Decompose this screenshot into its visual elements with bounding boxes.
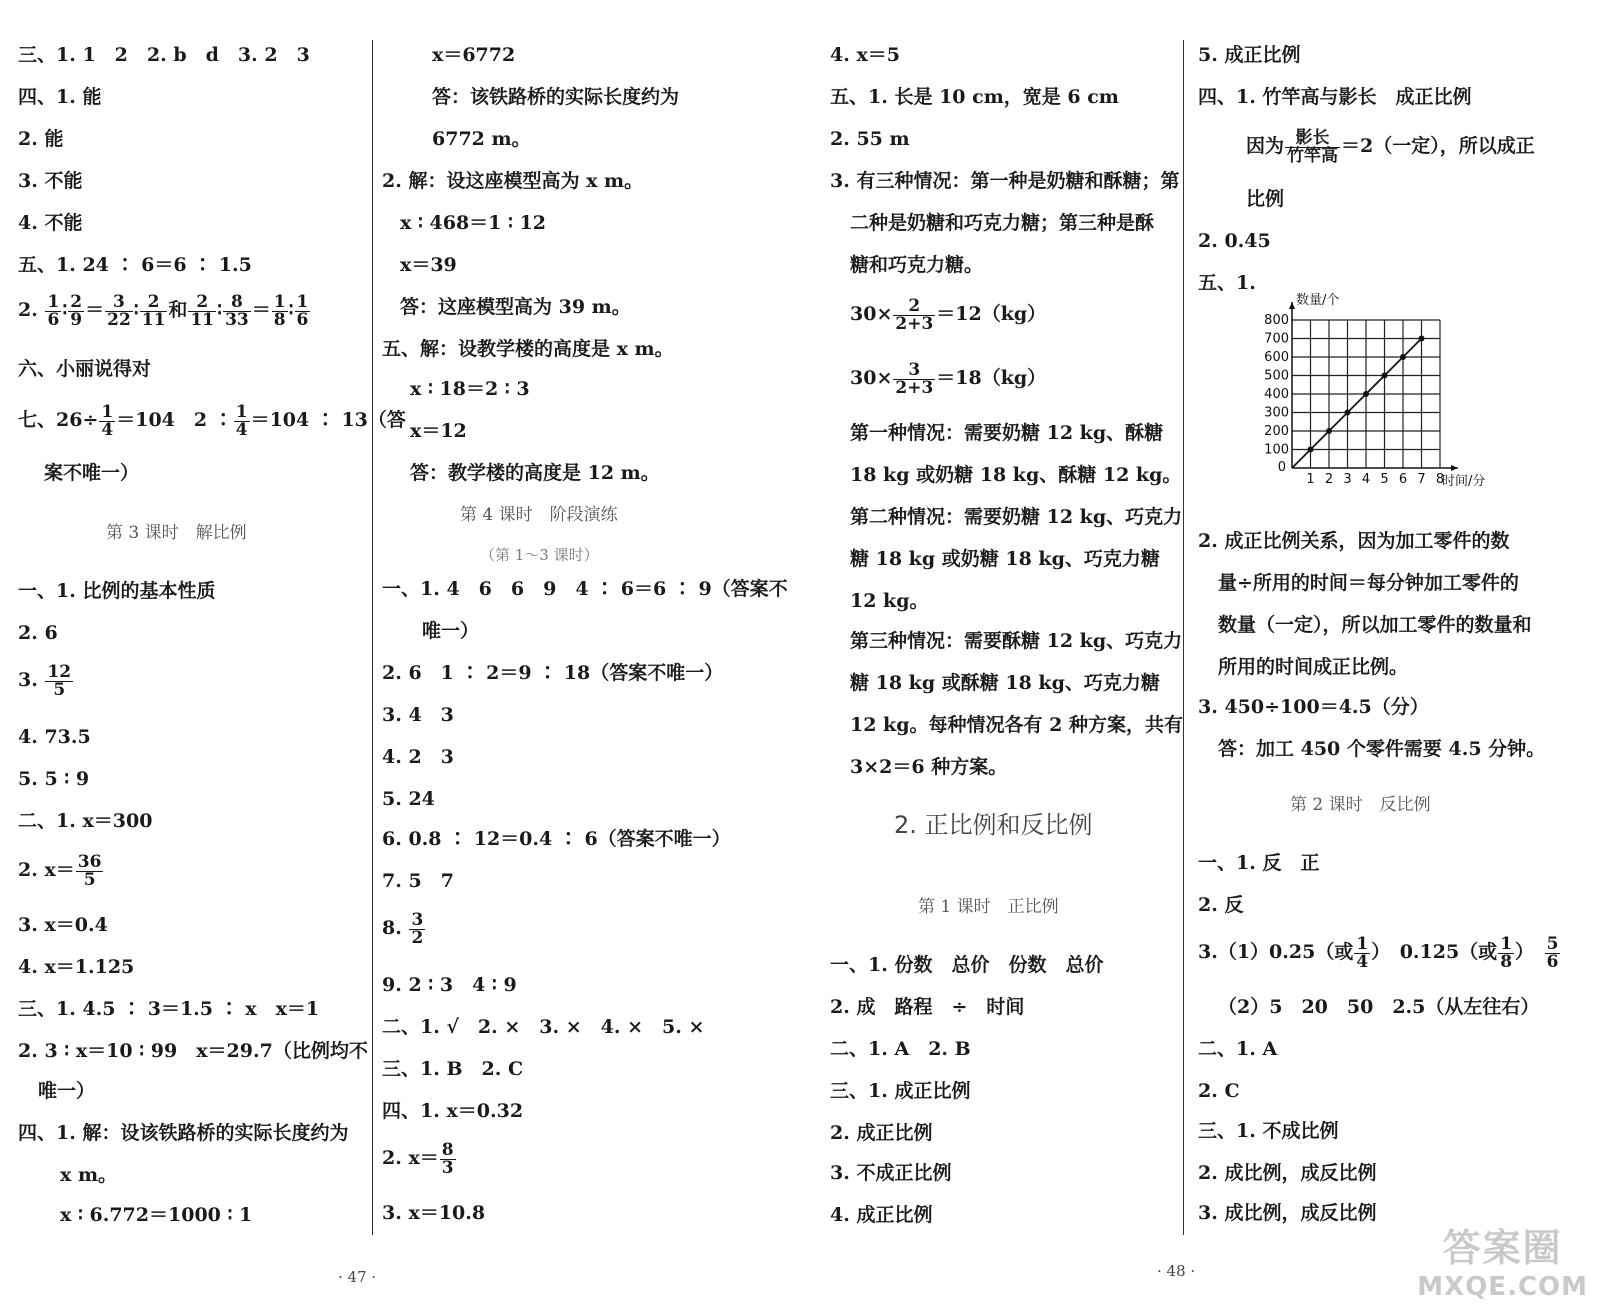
fraction bbox=[68, 291, 84, 330]
answer-line: 三、1. 1 2 2. b d 3. 2 3 bbox=[18, 44, 310, 66]
fraction bbox=[893, 295, 935, 334]
answer-line: 四、1. x＝0.32 bbox=[382, 1100, 524, 1122]
section-heading: 第 4 课时 阶段演练 bbox=[460, 505, 618, 525]
numerator: 36 bbox=[77, 851, 102, 872]
numerator: 1 bbox=[296, 291, 309, 312]
answer-line: 三、1. B 2. C bbox=[382, 1058, 524, 1080]
answer-line: 2. $\frac{1}{6}$ ∶ $\frac{2}{9}$ ＝ $\frac{3}{22}$ ∶ $\frac{2}{11}$ 和 $\frac{2}{11}$ ∶ $\frac{8}{33}$ ＝ $\frac{1}{8}$ ∶ $\frac{1}{6}$ bbox=[18, 291, 309, 330]
answer-line: 3. 4 3 bbox=[382, 704, 454, 726]
numerator: 1 bbox=[101, 401, 114, 422]
answer-line: 量÷所用的时间＝每分钟加工零件的 bbox=[1218, 572, 1519, 594]
answer-line: 4. 2 3 bbox=[382, 746, 454, 768]
x-axis-arrow bbox=[1451, 465, 1458, 471]
numerator: 2 bbox=[140, 294, 168, 312]
answer-line: 18 kg 或奶糖 18 kg、酥糖 12 kg。 bbox=[850, 464, 1182, 486]
denominator: 2 bbox=[411, 927, 424, 948]
answer-text: ＝2（一定），所以成正 bbox=[1341, 135, 1535, 157]
answer-text: ＝12（kg） bbox=[936, 303, 1047, 325]
numerator: 3 bbox=[105, 294, 133, 312]
denominator: 3 bbox=[441, 1157, 454, 1178]
data-point bbox=[1400, 354, 1406, 360]
fraction bbox=[893, 359, 935, 398]
x-tick-label: 5 bbox=[1380, 472, 1389, 487]
denominator: 6 bbox=[1546, 951, 1559, 972]
fraction bbox=[223, 291, 251, 330]
answer-line bbox=[850, 358, 1046, 398]
answer-line: 2. 6 1 ∶ 2＝9 ∶ 18（答案不唯一） bbox=[382, 662, 724, 684]
numerator: 2 bbox=[188, 294, 216, 312]
fraction bbox=[440, 1139, 456, 1178]
answer-line: 三、1. 成正比例 bbox=[830, 1080, 971, 1102]
answer-line: 2. 解：设这座模型高为 x m。 bbox=[382, 170, 644, 192]
fraction bbox=[1498, 933, 1514, 972]
answer-line: x＝39 bbox=[400, 254, 457, 276]
answer-line: 糖 18 kg 或酥糖 18 kg、巧克力糖 bbox=[850, 672, 1160, 694]
answer-line: 3. 成比例，成反比例 bbox=[1198, 1202, 1377, 1224]
answer-text: 3. bbox=[18, 669, 38, 691]
answer-line: 2. 反 bbox=[1198, 894, 1244, 916]
page-number-left: · 47 · bbox=[338, 1268, 377, 1286]
answer-line: 7. 5 7 bbox=[382, 870, 454, 892]
answer-line: 六、小丽说得对 bbox=[18, 358, 152, 380]
denominator: 竹竿高 bbox=[1287, 145, 1339, 166]
denominator: 33 bbox=[225, 309, 249, 330]
fraction bbox=[45, 661, 73, 700]
y-tick-label: 800 bbox=[1264, 313, 1289, 328]
answer-line: 3. 有三种情况：第一种是奶糖和酥糖；第 bbox=[830, 170, 1180, 192]
answer-line: 第二种情况：需要奶糖 12 kg、巧克力 bbox=[850, 506, 1183, 528]
answer-text: 2. bbox=[18, 299, 38, 321]
answer-line: 9. 2 ∶ 3 4 ∶ 9 bbox=[382, 974, 517, 996]
fraction bbox=[295, 291, 311, 330]
y-axis-label: 数量/个 bbox=[1296, 293, 1340, 308]
answer-line: 2. 0.45 bbox=[1198, 230, 1271, 252]
answer-line: 答：教学楼的高度是 12 m。 bbox=[410, 462, 660, 484]
x-tick-label: 4 bbox=[1361, 472, 1371, 487]
fraction bbox=[1545, 933, 1561, 972]
answer-line: 2. 6 bbox=[18, 622, 58, 644]
answer-text: 3.（1）0.25（或 bbox=[1198, 941, 1354, 963]
answer-line: 三、1. 4.5 ∶ 3＝1.5 ∶ x x＝1 bbox=[18, 998, 320, 1020]
denominator: 4 bbox=[235, 419, 248, 440]
watermark-logo bbox=[1417, 1217, 1588, 1302]
data-point bbox=[1419, 336, 1425, 342]
y-tick-label: 500 bbox=[1264, 368, 1289, 384]
section-heading: 第 1 课时 正比例 bbox=[918, 897, 1059, 917]
answer-line: 答：这座模型高为 39 m。 bbox=[400, 296, 631, 318]
answer-text: 因为 bbox=[1246, 135, 1285, 157]
answer-line: 五、解：设教学楼的高度是 x m。 bbox=[382, 338, 674, 360]
answer-text: 2. x＝ bbox=[18, 859, 75, 881]
x-axis-label: 时间/分 bbox=[1442, 474, 1486, 489]
answer-line: 五、1. 24 ∶ 6＝6 ∶ 1.5 bbox=[18, 254, 252, 276]
answer-line: 2. 成比例，成反比例 bbox=[1198, 1162, 1377, 1184]
answer-line: 答：该铁路桥的实际长度约为 bbox=[432, 86, 680, 108]
answer-line: 二、1. x＝300 bbox=[18, 810, 153, 832]
numerator: 3 bbox=[411, 909, 424, 930]
y-axis-arrow bbox=[1289, 302, 1295, 309]
answer-line bbox=[1198, 930, 1561, 974]
answer-line: 糖 18 kg 或奶糖 18 kg、巧克力糖 bbox=[850, 548, 1160, 570]
denominator: 8 bbox=[1500, 951, 1513, 972]
answer-line bbox=[18, 850, 104, 890]
fraction bbox=[234, 401, 250, 440]
answer-line: 4. 不能 bbox=[18, 212, 83, 234]
answer-text: ＝104 2 ∶ bbox=[116, 409, 233, 431]
fraction bbox=[76, 851, 104, 890]
answer-line: 比例 bbox=[1246, 188, 1285, 210]
section-heading: 第 3 课时 解比例 bbox=[106, 523, 247, 543]
answer-line: x ∶ 18＝2 ∶ 3 bbox=[410, 378, 530, 400]
denominator: 6 bbox=[296, 309, 309, 330]
answer-line: x ∶ 6.772＝1000 ∶ 1 bbox=[60, 1204, 253, 1226]
answer-line: 12 kg。 bbox=[850, 590, 929, 612]
numerator: 影长 bbox=[1285, 130, 1340, 148]
answer-line: 3. 不能 bbox=[18, 170, 83, 192]
answer-line: 答：加工 450 个零件需要 4.5 分钟。 bbox=[1218, 738, 1546, 760]
answer-line bbox=[382, 1138, 457, 1178]
answer-line: 二种是奶糖和巧克力糖；第三种是酥 bbox=[850, 212, 1155, 234]
answer-line: 5. 5 ∶ 9 bbox=[18, 768, 90, 790]
data-point bbox=[1308, 447, 1314, 453]
answer-line: 3. 450÷100＝4.5（分） bbox=[1198, 696, 1429, 718]
numerator: 3 bbox=[893, 362, 935, 380]
fraction bbox=[272, 291, 288, 330]
answer-line: 4. x＝5 bbox=[830, 44, 900, 66]
fraction bbox=[140, 291, 168, 330]
answer-line: 2. C bbox=[1198, 1080, 1240, 1102]
denominator: 5 bbox=[83, 869, 96, 890]
answer-line: x＝6772 bbox=[432, 44, 516, 66]
data-point bbox=[1363, 391, 1369, 397]
section-subheading: （第 1～3 课时） bbox=[480, 546, 599, 564]
chapter-title: 2. 正比例和反比例 bbox=[894, 811, 1093, 839]
watermark-text: 答案圈 bbox=[1442, 1226, 1563, 1270]
numerator: 8 bbox=[441, 1139, 454, 1160]
answer-text: ） 0.125（或 bbox=[1371, 941, 1498, 963]
answer-text: ＝104 ∶ 13（答 bbox=[250, 409, 406, 431]
answer-line: 四、1. 解：设该铁路桥的实际长度约为 bbox=[18, 1122, 349, 1144]
denominator: 9 bbox=[70, 309, 83, 330]
denominator: 11 bbox=[141, 309, 166, 330]
answer-line: x m。 bbox=[60, 1164, 118, 1186]
x-tick-label: 3 bbox=[1343, 472, 1352, 487]
answer-text: 30× bbox=[850, 367, 893, 389]
answer-line bbox=[1246, 126, 1535, 166]
numerator: 12 bbox=[47, 661, 72, 682]
answer-line bbox=[18, 400, 406, 440]
denominator: 6 bbox=[47, 309, 60, 330]
answer-line: 2. 55 m bbox=[830, 128, 910, 150]
answer-line: 糖和巧克力糖。 bbox=[850, 254, 984, 276]
x-tick-label: 7 bbox=[1417, 472, 1426, 487]
numerator: 2 bbox=[893, 298, 935, 316]
answer-line: 2. 能 bbox=[18, 128, 64, 150]
answer-line: 唯一） bbox=[422, 620, 480, 642]
answer-line: 6. 0.8 ∶ 12＝0.4 ∶ 6（答案不唯一） bbox=[382, 828, 731, 850]
fraction bbox=[1285, 127, 1340, 166]
answer-line: 四、1. 能 bbox=[18, 86, 102, 108]
x-tick-label: 8 bbox=[1435, 472, 1445, 487]
column-divider-1 bbox=[372, 40, 373, 1235]
answer-line: 3×2＝6 种方案。 bbox=[850, 756, 1008, 778]
answer-line: 2. 成 路程 ÷ 时间 bbox=[830, 996, 1025, 1018]
data-point bbox=[1382, 373, 1388, 379]
answer-line: 3. x＝10.8 bbox=[382, 1202, 486, 1224]
numerator: 1 bbox=[47, 291, 60, 312]
answer-line: 二、1. √ 2. × 3. × 4. × 5. × bbox=[382, 1016, 705, 1038]
numerator: 1 bbox=[1356, 933, 1369, 954]
denominator: 22 bbox=[107, 309, 131, 330]
numerator: 1 bbox=[235, 401, 248, 422]
answer-line: 一、1. 份数 总价 份数 总价 bbox=[830, 954, 1104, 976]
answer-line: 数量（一定），所以加工零件的数量和 bbox=[1218, 614, 1532, 636]
section-heading: 第 2 课时 反比例 bbox=[1290, 795, 1431, 815]
x-tick-label: 6 bbox=[1398, 472, 1408, 487]
answer-line: 一、1. 4 6 6 9 4 ∶ 6＝6 ∶ 9（答案不 bbox=[382, 578, 788, 600]
numerator: 8 bbox=[223, 294, 251, 312]
y-tick-label: 300 bbox=[1264, 405, 1289, 421]
answer-line: 所用的时间成正比例。 bbox=[1218, 656, 1409, 678]
y-tick-label: 600 bbox=[1264, 350, 1289, 365]
y-tick-label: 200 bbox=[1264, 424, 1289, 439]
answer-line: 3. 不成正比例 bbox=[830, 1162, 952, 1184]
denominator: 2+3 bbox=[895, 313, 934, 334]
fraction bbox=[99, 401, 115, 440]
page-number-right: · 48 · bbox=[1157, 1262, 1196, 1280]
x-tick-label: 2 bbox=[1324, 472, 1334, 487]
answer-line: 四、1. 竹竿高与影长 成正比例 bbox=[1198, 86, 1472, 108]
answer-line: 五、1. 长是 10 cm，宽是 6 cm bbox=[830, 86, 1119, 108]
answer-line: 4. 成正比例 bbox=[830, 1204, 933, 1226]
answer-text: ） bbox=[1515, 941, 1525, 963]
y-tick-label: 400 bbox=[1264, 387, 1289, 402]
answer-line: 二、1. A 2. B bbox=[830, 1038, 971, 1060]
y-tick-label: 700 bbox=[1264, 331, 1289, 347]
answer-line: 五、1. bbox=[1198, 272, 1256, 294]
data-point bbox=[1326, 428, 1332, 434]
line-chart bbox=[1238, 282, 1486, 496]
answer-line: 5. 成正比例 bbox=[1198, 44, 1301, 66]
answer-line: 一、1. 反 正 bbox=[1198, 852, 1320, 874]
denominator: 4 bbox=[101, 419, 114, 440]
answer-line bbox=[850, 294, 1046, 334]
answer-line: 三、1. 不成比例 bbox=[1198, 1120, 1339, 1142]
answer-line: （2）5 20 50 2.5（从左往右） bbox=[1218, 996, 1540, 1018]
numerator: 1 bbox=[1500, 933, 1513, 954]
numerator: 1 bbox=[273, 291, 286, 312]
answer-line: 2. 3 ∶ x＝10 ∶ 99 x＝29.7（比例均不 bbox=[18, 1040, 368, 1062]
answer-line: 6772 m。 bbox=[432, 128, 531, 150]
data-point bbox=[1345, 410, 1351, 416]
answer-line bbox=[382, 908, 426, 948]
chart-tick-labels bbox=[1264, 292, 1485, 489]
numerator: 2 bbox=[70, 291, 83, 312]
x-tick-label: 1 bbox=[1306, 472, 1315, 487]
answer-line: 唯一） bbox=[38, 1080, 96, 1102]
answer-line: 二、1. A bbox=[1198, 1038, 1278, 1060]
answer-line: 2. 成正比例关系，因为加工零件的数 bbox=[1198, 530, 1510, 552]
answer-line: 12 kg。每种情况各有 2 种方案，共有 bbox=[850, 714, 1183, 736]
answer-line: 3. x＝0.4 bbox=[18, 914, 108, 936]
answer-line: 案不唯一） bbox=[44, 462, 140, 484]
answer-text: 2. x＝ bbox=[382, 1147, 439, 1169]
answer-line: 2. 成正比例 bbox=[830, 1122, 933, 1144]
chart-series bbox=[1292, 336, 1425, 469]
fraction bbox=[188, 291, 216, 330]
answer-text: 8. bbox=[382, 917, 402, 939]
answer-line: x ∶ 468＝1 ∶ 12 bbox=[400, 212, 546, 234]
answer-line: 一、1. 比例的基本性质 bbox=[18, 580, 216, 602]
origin-label: 0 bbox=[1277, 460, 1286, 475]
answer-text: ＝18（kg） bbox=[936, 367, 1047, 389]
answer-line bbox=[18, 660, 74, 700]
denominator: 4 bbox=[1356, 951, 1369, 972]
answer-line: 第一种情况：需要奶糖 12 kg、酥糖 bbox=[850, 422, 1164, 444]
fraction bbox=[45, 291, 61, 330]
y-tick-label: 100 bbox=[1264, 442, 1289, 458]
watermark-url: MXQE.COM bbox=[1417, 1272, 1588, 1302]
denominator: 2+3 bbox=[895, 377, 934, 398]
answer-line: 4. x＝1.125 bbox=[18, 956, 135, 978]
denominator: 8 bbox=[273, 309, 286, 330]
fraction bbox=[1354, 933, 1370, 972]
fraction bbox=[409, 909, 425, 948]
column-divider-3 bbox=[1183, 40, 1184, 1235]
answer-text: 和 bbox=[168, 299, 188, 321]
fraction bbox=[105, 291, 133, 330]
denominator: 5 bbox=[53, 679, 66, 700]
denominator: 11 bbox=[190, 309, 215, 330]
answer-line: 第三种情况：需要酥糖 12 kg、巧克力 bbox=[850, 630, 1183, 652]
answer-line: 4. 73.5 bbox=[18, 726, 91, 748]
answer-line: 5. 24 bbox=[382, 788, 435, 810]
answer-text: 30× bbox=[850, 303, 893, 325]
numerator: 5 bbox=[1546, 933, 1559, 954]
answer-line: x＝12 bbox=[410, 420, 467, 442]
answer-text: 七、26÷ bbox=[18, 409, 99, 431]
